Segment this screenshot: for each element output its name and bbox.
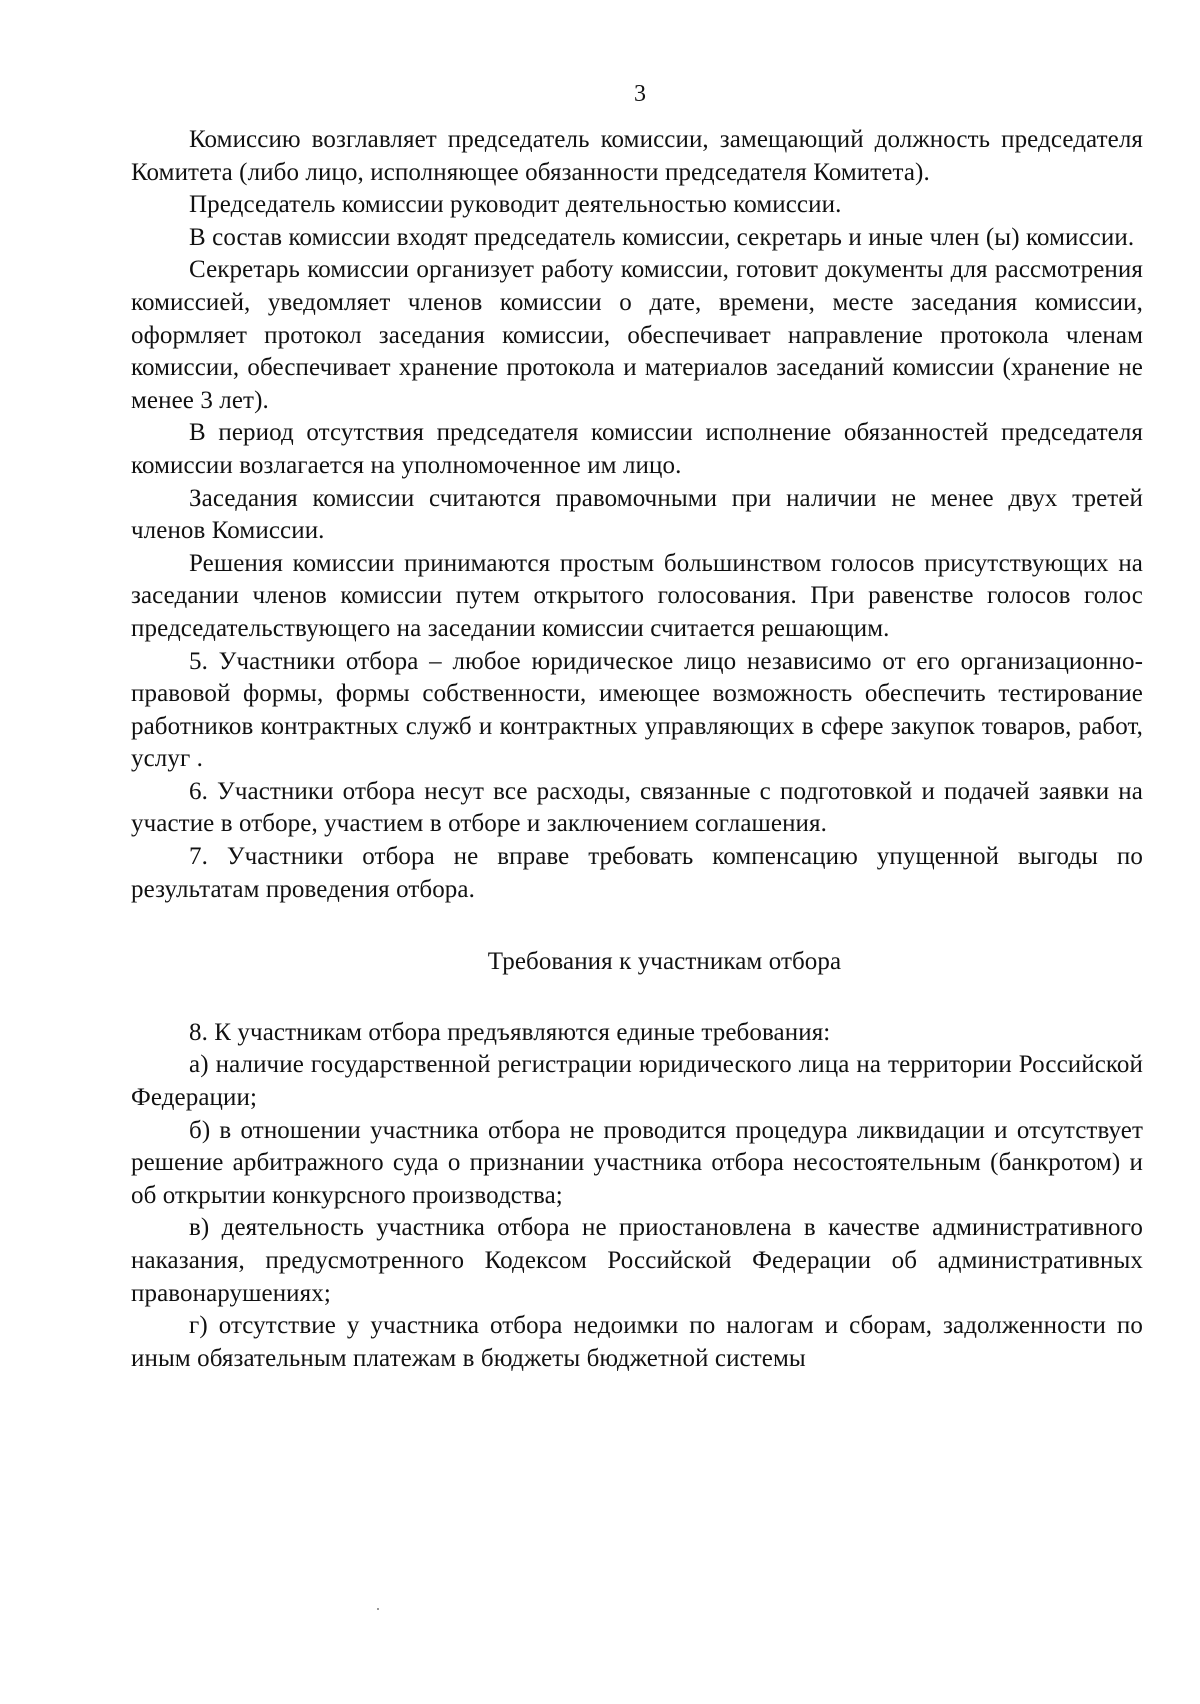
document-body [131, 124, 1143, 1375]
paragraph-quorum: Заседания комиссии считаются правомочными при наличии не менее двух третей членов Комиссии. [131, 484, 1143, 545]
paragraph-commission-head: Комиссию возглавляет председатель комиссии, замещающий должность председателя Комитета (либо лицо, исполняющее обязанности председателя Комитета). [131, 126, 1143, 186]
page-number: 3 [634, 81, 646, 107]
paragraph-commission-composition: В состав комиссии входят председатель комиссии, секретарь и иные член (ы) комиссии. [189, 223, 1135, 251]
paragraph-secretary-duties: Секретарь комиссии организует работу комиссии, готовит документы для рассмотрения комиссией, уведомляет членов комиссии о дате, времени, месте заседания комиссии, оформляет протокол заседания комиссии, обеспечивает направление протокола членам комиссии, обеспечивает хранение протокола и материалов заседаний комиссии (хранение не менее 3 лет). [131, 256, 1143, 414]
paragraph-item-5: 5. Участники отбора – любое юридическое лицо независимо от его организационно-правовой формы, формы собственности, имеющее возможность обеспечить тестирование работников контрактных служб и контрактных управляющих в сфере закупок товаров, работ, услуг . [131, 647, 1143, 773]
paragraph-chair-duties: Председатель комиссии руководит деятельностью комиссии. [189, 191, 842, 219]
paragraph-item-8: 8. К участникам отбора предъявляются единые требования: [189, 1018, 831, 1046]
paragraph-requirement-g: г) отсутствие у участника отбора недоимки по налогам и сборам, задолженности по иным обязательным платежам в бюджеты бюджетной системы [131, 1312, 1143, 1372]
section-heading: Требования к участникам отбора [487, 948, 842, 976]
paragraph-chair-absence: В период отсутствия председателя комиссии исполнение обязанностей председателя комиссии возлагается на уполномоченное им лицо. [131, 419, 1143, 479]
paragraph-requirement-a: а) наличие государственной регистрации юридического лица на территории Российской Федерации; [131, 1051, 1143, 1112]
paragraph-item-6: 6. Участники отбора несут все расходы, связанные с подготовкой и подачей заявки на участие в отборе, участием в отборе и заключением соглашения. [131, 777, 1143, 838]
paragraph-requirement-v: в) деятельность участника отбора не приостановлена в качестве административного наказания, предусмотренного Кодексом Российской Федерации об административных правонарушениях; [131, 1214, 1143, 1307]
scan-speck [377, 1608, 379, 1610]
paragraph-decisions: Решения комиссии принимаются простым большинством голосов присутствующих на заседании членов комиссии путем открытого голосования. При равенстве голосов голос председательствующего на заседании комиссии считается решающим. [131, 549, 1143, 642]
paragraph-item-7: 7. Участники отбора не вправе требовать компенсацию упущенной выгоды по результатам проведения отбора. [131, 843, 1143, 903]
paragraph-requirement-b: б) в отношении участника отбора не проводится процедура ликвидации и отсутствует решение арбитражного суда о признании участника отбора несостоятельным (банкротом) и об открытии конкурсного производства; [131, 1116, 1143, 1209]
